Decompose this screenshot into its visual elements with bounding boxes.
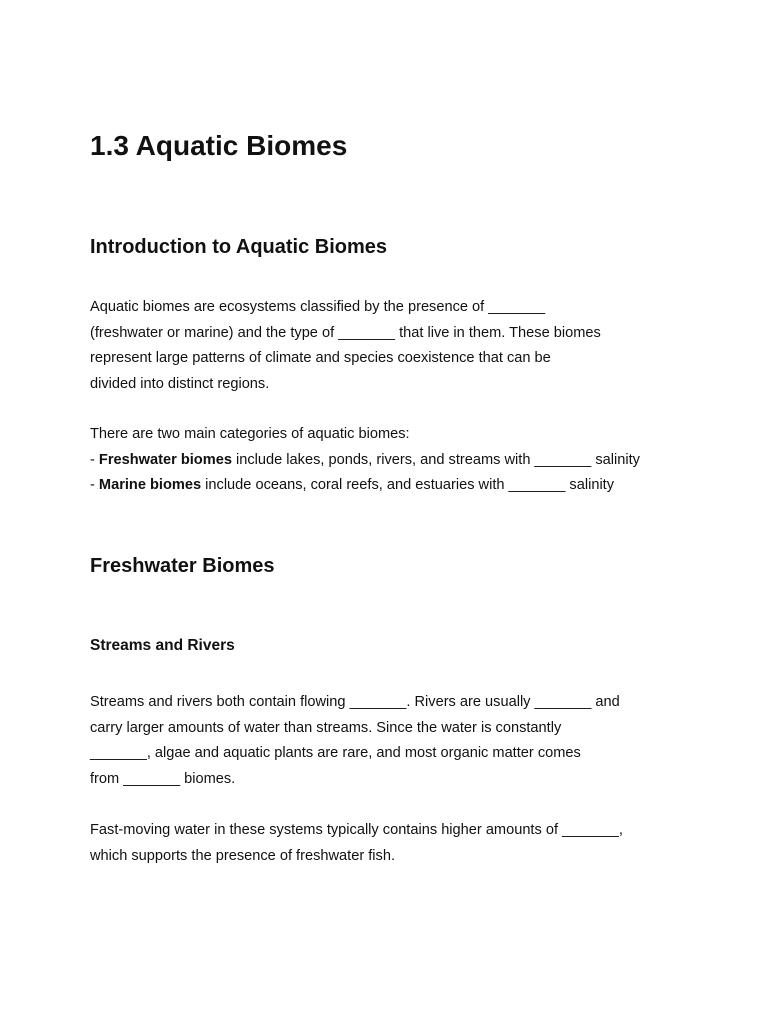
bullet-freshwater xyxy=(90,448,690,474)
intro-paragraph xyxy=(90,295,690,397)
section-heading-introduction: Introduction to Aquatic Biomes xyxy=(90,236,388,258)
bullet-prefix: - xyxy=(90,451,99,468)
bullet-term: Marine biomes xyxy=(98,477,202,493)
categories-intro: There are two main categories of aquatic biomes: xyxy=(90,426,410,442)
text-line: Fast-moving water in these systems typically contains higher amounts of _______, xyxy=(90,822,623,838)
text-line: divided into distinct regions. xyxy=(90,375,270,392)
text-line: (freshwater or marine) and the type of _______ that live in them. These biomes xyxy=(90,324,601,341)
text-line: carry larger amounts of water than streams. Since the water is constantly xyxy=(90,719,562,736)
text-line: Aquatic biomes are ecosystems classified by the presence of _______ xyxy=(90,299,546,315)
section-heading-freshwater: Freshwater Biomes xyxy=(90,555,275,577)
bullet-prefix: - xyxy=(90,477,99,493)
text-line: which supports the presence of freshwater fish. xyxy=(90,847,396,864)
streams-paragraph-1 xyxy=(90,690,690,792)
subsection-heading-streams: Streams and Rivers xyxy=(90,637,235,654)
categories-paragraph xyxy=(90,422,690,499)
bullet-text: include oceans, coral reefs, and estuaries with _______ salinity xyxy=(201,477,615,493)
bullet-marine xyxy=(90,473,690,499)
bullet-term: Freshwater biomes xyxy=(98,451,232,468)
streams-paragraph-2 xyxy=(90,818,690,869)
text-line: Streams and rivers both contain flowing _______. Rivers are usually _______ and xyxy=(90,694,620,710)
text-line: _______, algae and aquatic plants are rare, and most organic matter comes xyxy=(90,745,581,761)
page-title: 1.3 Aquatic Biomes xyxy=(90,130,348,161)
bullet-text: include lakes, ponds, rivers, and streams with _______ salinity xyxy=(231,451,640,468)
text-line: from _______ biomes. xyxy=(90,770,236,787)
text-line: represent large patterns of climate and species coexistence that can be xyxy=(90,350,551,366)
